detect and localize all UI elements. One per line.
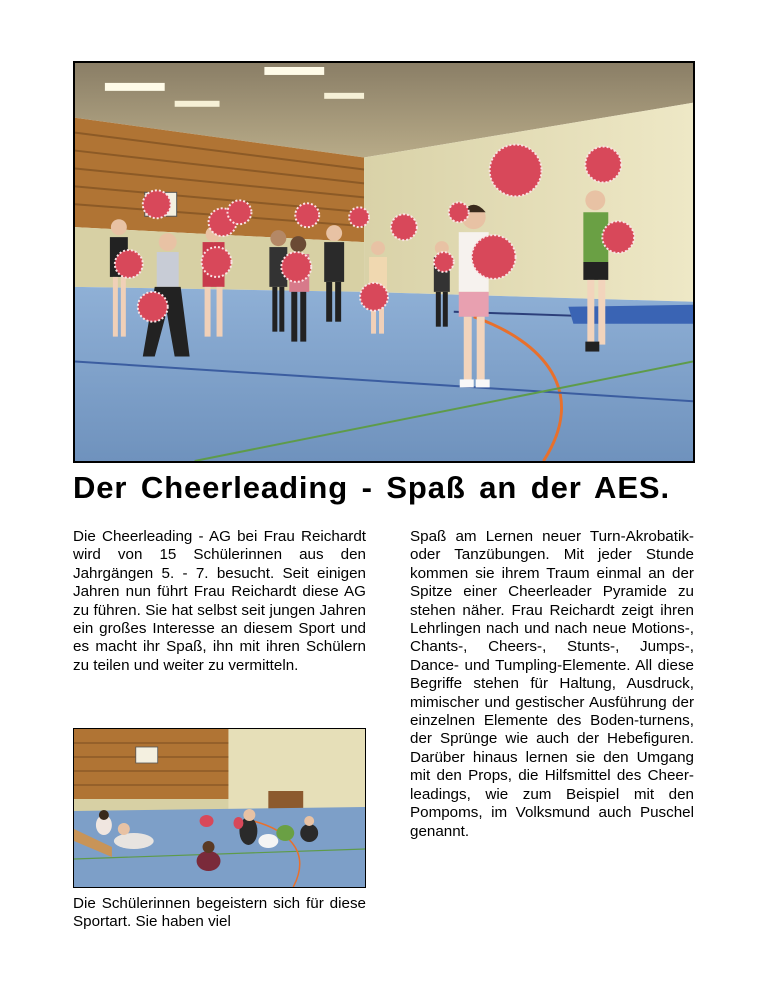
article-headline: Der Cheerleading - Spaß an der AES. [73,470,670,505]
article-paragraph-left: Die Cheerleading - AG bei Frau Reichardt wird von 15 Schülerinnen aus den Jahrgängen 5. - 7. besucht. Seit einigen Jahren nun führt Frau Reichardt diese AG zu führen. Sie hat selbst seit jungen Jahren ein großes Interesse an diesem Sport und es macht ihr Spaß, ihn mit ihren Schülern zu teilen und weiter zu vermitteln. [73,528,366,674]
article-paragraph-left-bottom: Die Schülerinnen begeistern sich für diese Sportart. Sie haben viel [73,895,366,931]
cheerleaders-photo [73,61,695,463]
students-sitting-photo [73,728,366,888]
cheerleaders-photo-drawing [75,63,693,461]
article-paragraph-right: Spaß am Lernen neuer Turn-Akrobatik- oder Tanzübungen. Mit jeder Stunde kommen sie ihrem Traum einmal an der Spitze einer Cheerleader Pyramide zu stehen näher. Frau Reichardt zeigt ihren Lehrlingen nach und nach neue Motions-, Chants-, Cheers-, Stunts-, Jumps-, Dance- und Tumpling-Elemente. All diese Begriffe stehen für Haltung, Ausdruck, mimischer und gestischer Ausführung der einzelnen Elemente des Boden-turnens, der Sprünge wie auch der Hebefiguren. Darüber hinaus lernen sie den Umgang mit den Props, die Hilfsmittel des Cheer-leadings, wie zum Beispiel mit den Pompoms, im Volksmund auch Puschel genannt. [410,528,694,840]
students-sitting-photo-drawing [74,729,365,887]
